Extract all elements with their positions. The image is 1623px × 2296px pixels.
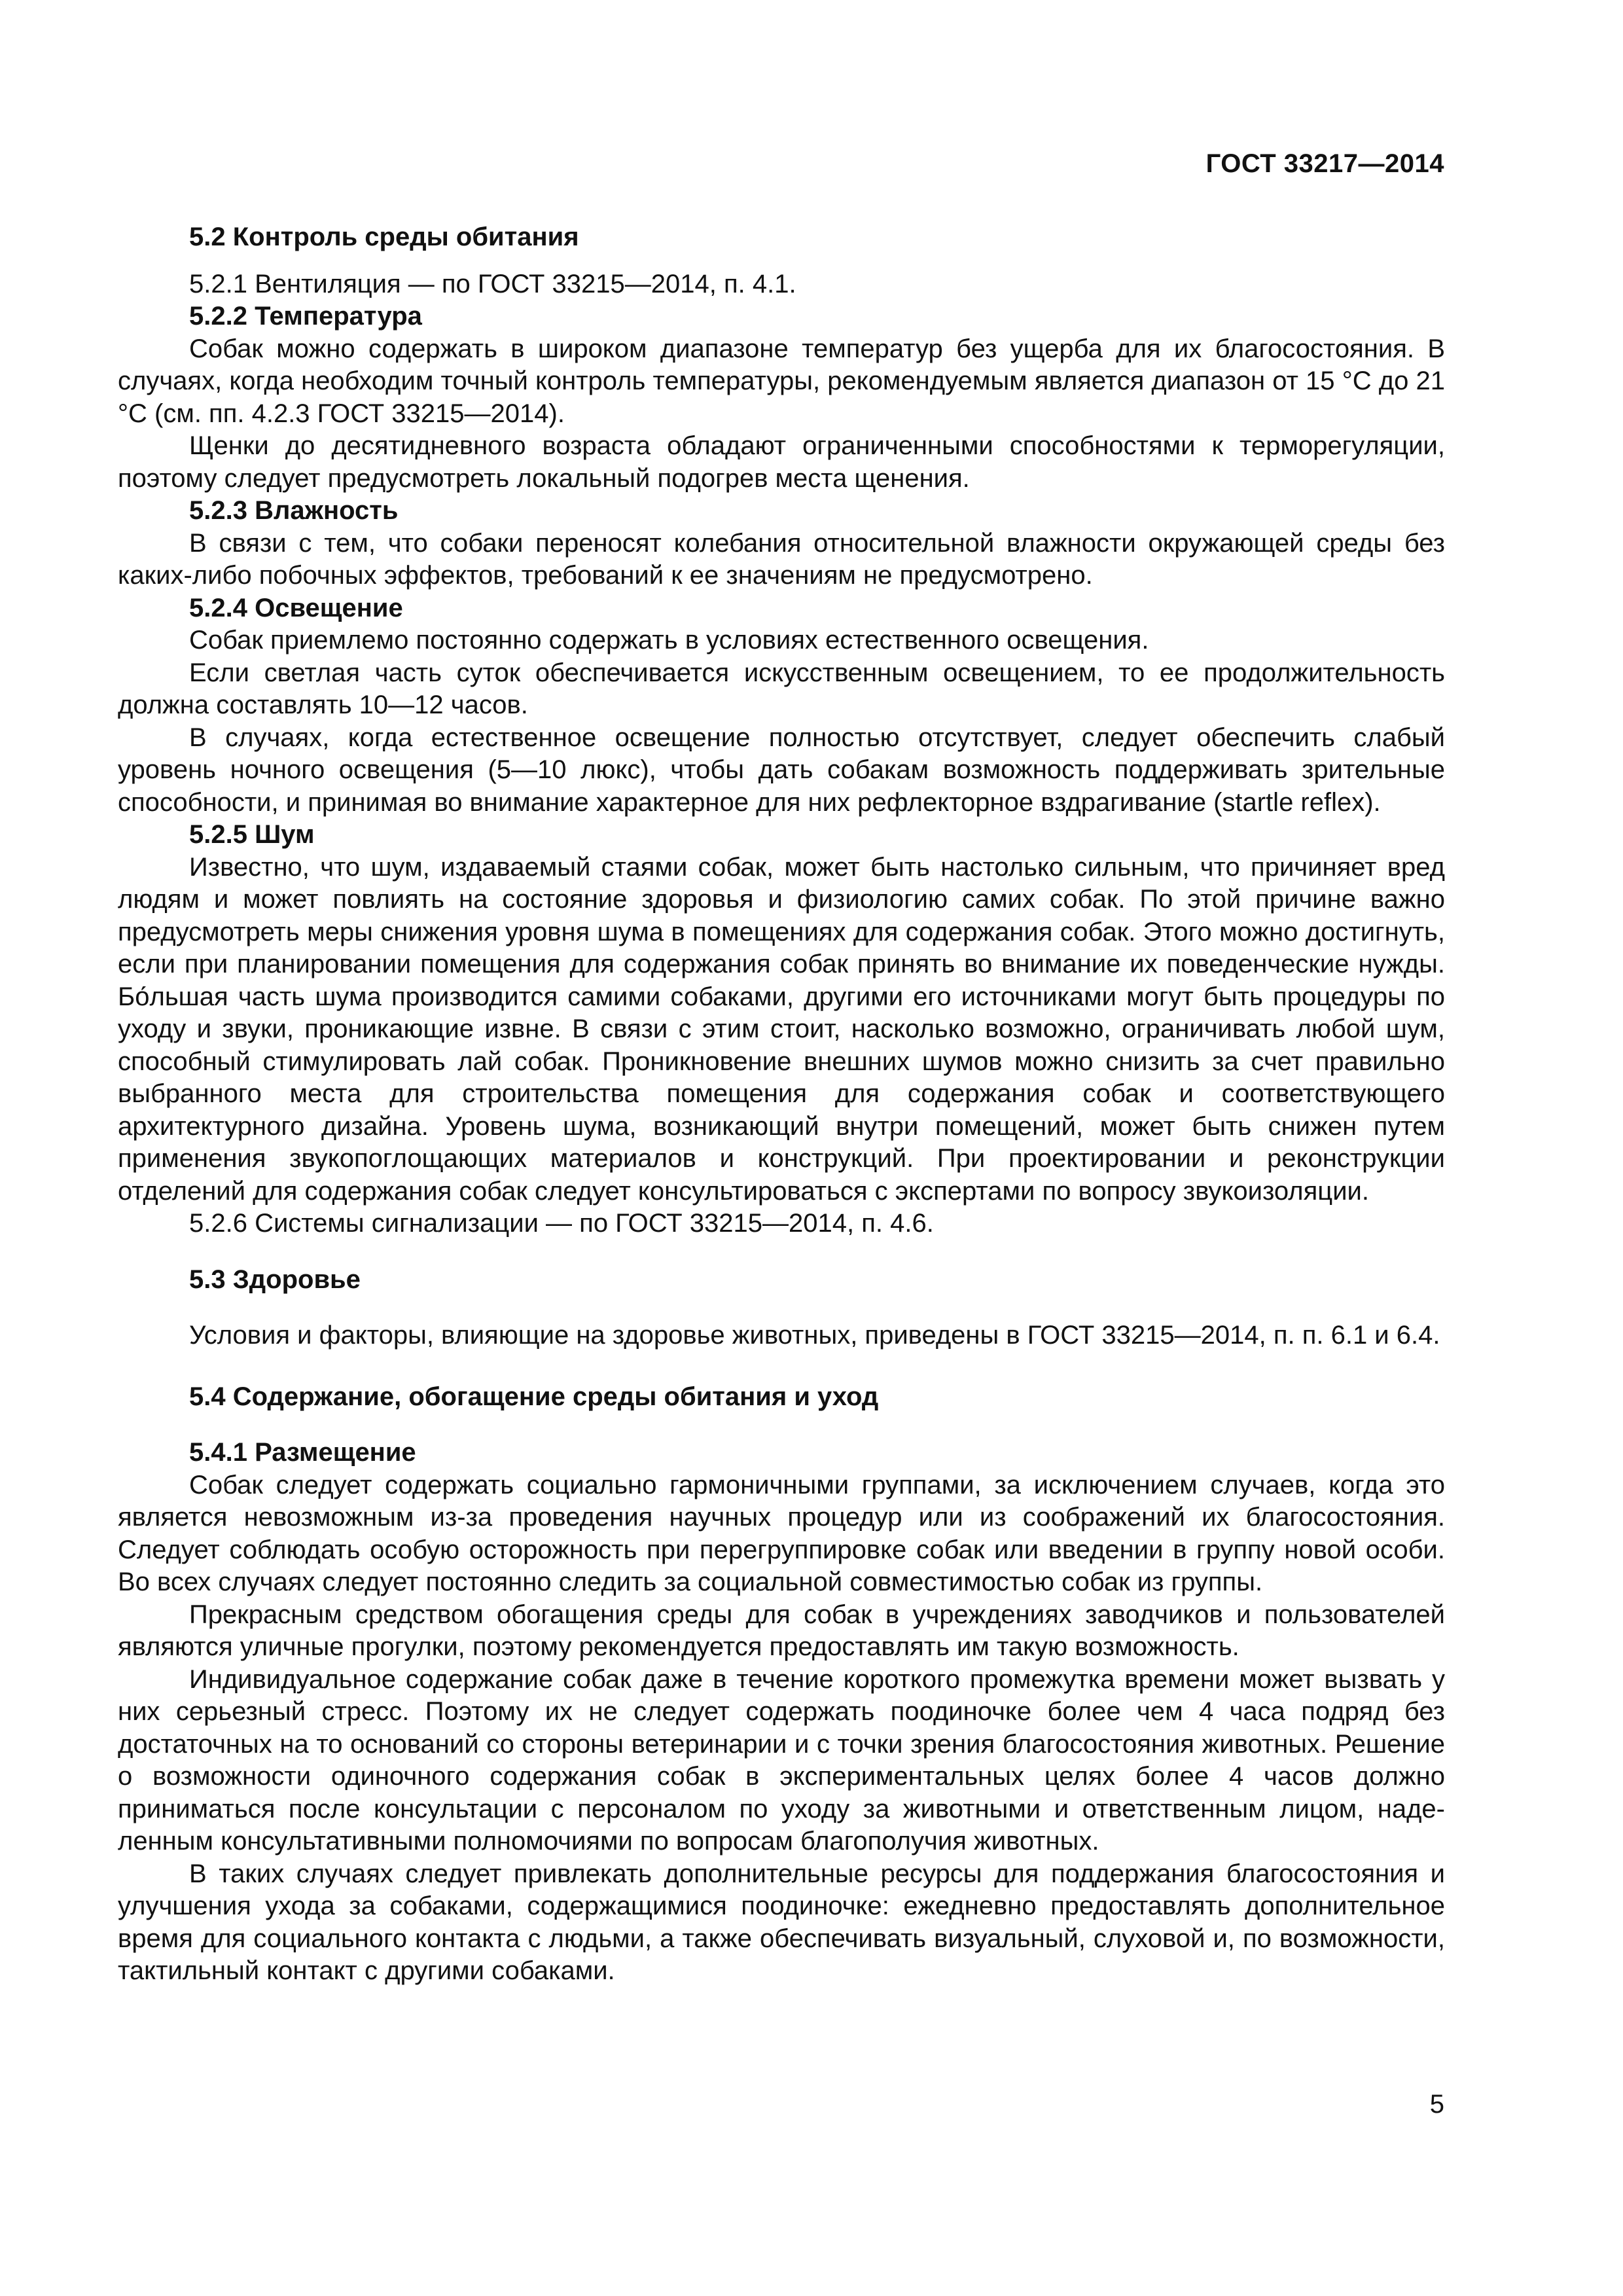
paragraph-humidity-1: В связи с тем, что собаки переносят колебания относительной влажности окружающей среды без каких-либо побочных эффектов, требований к ее значениям не предусмотрено. xyxy=(118,528,1445,590)
paragraph-housing-3: Индивидуальное содержание собак даже в течение короткого промежутка времени может вызвать у них серьезный стресс. Поэтому их не следует содержать поодиночке более чем 4 часа подряд без достаточных на то оснований со стороны ветеринарии и с точки зрения благосостояния животных. Решение о возможности одиночного содержания собак в экспериментальных целях более 4 часов должно приниматься после консультации с персоналом по уходу за животными и ответственным лицом, наделенным консультативными полномочиями по вопросам благополучия животных. xyxy=(118,1664,1445,1856)
paragraph-housing-2: Прекрасным средством обогащения среды для собак в учреждениях заводчиков и пользователей являются уличные прогулки, поэтому рекомендуется предоставлять им такую возможность. xyxy=(118,1600,1445,1661)
paragraph-5-2-1: 5.2.1 Вентиляция — по ГОСТ 33215—2014, п. 4.1. xyxy=(189,269,796,298)
section-title-5-3: 5.3 Здоровье xyxy=(189,1265,361,1294)
section-title-5-4: 5.4 Содержание, обогащение среды обитания и уход xyxy=(189,1382,879,1411)
subsection-heading-5-2-3: 5.2.3 Влажность xyxy=(189,496,399,525)
subsection-heading-5-2-4: 5.2.4 Освещение xyxy=(189,593,403,622)
paragraph-lighting-3: В случаях, когда естественное освещение полностью отсутствует, следует обеспечить слабый уровень ночного освещения (5—10 люкс), чтобы дать собакам возможность поддерживать зрительные способности, и принимая во внимание характерное для них рефлекторное вздрагивание (startle reflex). xyxy=(118,723,1445,817)
paragraph-temperature-2: Щенки до десятидневного возраста обладают ограниченными способностями к терморегуляции, поэтому следует предусмотреть локальный подогрев места щенения. xyxy=(118,431,1445,493)
section-title-5-2: 5.2 Контроль среды обитания xyxy=(189,223,579,251)
document-header: ГОСТ 33217—2014 xyxy=(1205,149,1444,178)
page-number: 5 xyxy=(1429,2090,1444,2119)
subsection-heading-5-4-1: 5.4.1 Размещение xyxy=(189,1438,416,1467)
paragraph-noise-1: Известно, что шум, издаваемый стаями собак, может быть настолько сильным, что причиняет вред людям и может повлиять на состояние здоровья и физиологию самих собак. По этой причине важно предусмотреть меры снижения уровня шума в помещениях для содержания собак. Этого можно достигнуть, если при планировании помещения для содержания собак принять во внимание их поведенческие нужды. Бо́льшая часть шума производится самими собаками, другими его источниками могут быть процедуры по уходу и звуки, проникающие извне. В связи с этим стоит, насколько возможно, ограничивать любой шум, способный стимулировать лай собак. Проникновение внешних шумов можно снизить за счет правильно выбранного места для строительства помещения для содержания собак и соответствующего архитектурного дизайна. Уровень шума, возникающий внутри помещений, может быть снижен путем применения звукопоглощающих материалов и конструкций. При проектировании и реконструкции отделений для содержания собак следует консультироваться с экспертами по вопросу звукоизоляции. xyxy=(118,852,1445,1206)
paragraph-lighting-1: Собак приемлемо постоянно содержать в условиях естественного освещения. xyxy=(189,626,1149,655)
document-body xyxy=(118,221,1445,1988)
paragraph-5-2-6: 5.2.6 Системы сигнализации — по ГОСТ 33215—2014, п. 4.6. xyxy=(189,1209,934,1238)
subsection-heading-5-2-2: 5.2.2 Температура xyxy=(189,302,422,331)
paragraph-housing-1: Собак следует содержать социально гармоничными группами, за исключением случаев, когда это является невозможным из-за проведения научных процедур или из соображений их благосостояния. Следует соблюдать особую осторожность при перегруппировке собак или введении в группу новой особи. Во всех случаях следует постоянно следить за социальной совместимостью собак из группы. xyxy=(118,1470,1445,1596)
paragraph-health-1: Условия и факторы, влияющие на здоровье животных, приведены в ГОСТ 33215—2014, п. п. 6.1 и 6.4. xyxy=(189,1321,1440,1350)
paragraph-lighting-2: Если светлая часть суток обеспечивается искусственным освещением, то ее продолжительность должна составлять 10—12 часов. xyxy=(118,658,1445,719)
subsection-heading-5-2-5: 5.2.5 Шум xyxy=(189,820,315,849)
paragraph-temperature-1: Собак можно содержать в широком диапазоне температур без ущерба для их благосостояния. В случаях, когда необходим точный контроль температуры, рекомендуемым является диапазон от 15 °С до 21 °С (см. пп. 4.2.3 ГОСТ 33215—2014). xyxy=(118,334,1445,428)
paragraph-housing-4: В таких случаях следует привлекать дополнительные ресурсы для поддержания благосостояния и улучшения ухода за собаками, содержащимися поодиночке: ежедневно предоставлять дополнительное время для социального контакта с людьми, а также обеспечивать визуальный, слуховой и, по возможности, тактильный контакт с другими собаками. xyxy=(118,1859,1445,1985)
